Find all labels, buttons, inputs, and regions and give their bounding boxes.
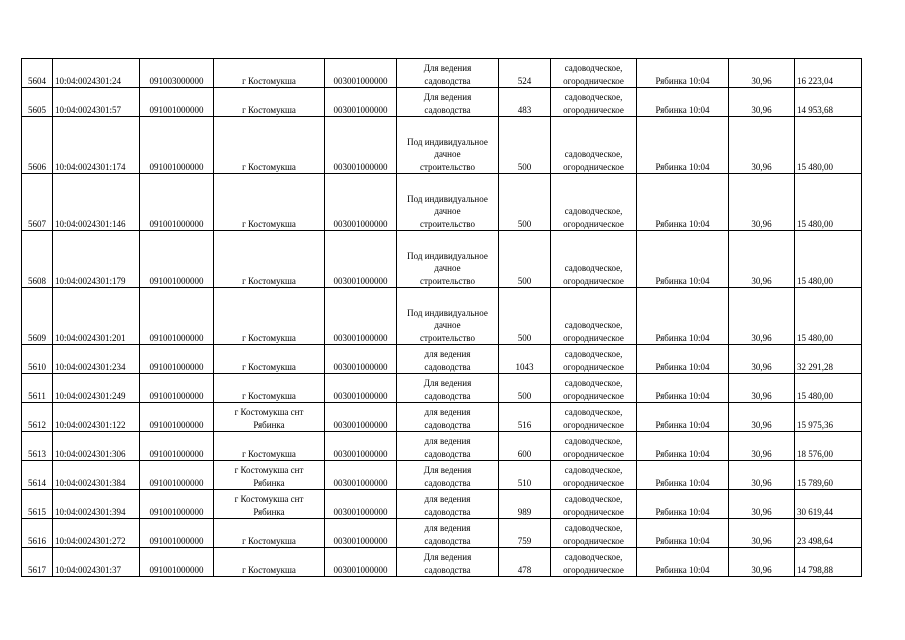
specific-value: 30,96	[729, 88, 795, 117]
address-code: 091001000000	[140, 345, 214, 374]
locality	[214, 403, 325, 432]
area: 500	[499, 231, 551, 288]
permitted-use-line: строительство	[420, 161, 475, 172]
valuation-zone: Рябинка 10:04	[637, 174, 729, 231]
table-row	[22, 59, 862, 88]
oktmo-code: 003001000000	[325, 403, 397, 432]
table-row	[22, 461, 862, 490]
row-number: 5616	[22, 519, 53, 548]
oktmo-code: 003001000000	[325, 490, 397, 519]
cadastral-value: 32 291,28	[795, 345, 862, 374]
locality-line: г Костомукша	[242, 275, 296, 286]
cadastral-table	[21, 58, 862, 577]
permitted-use-line: дачное	[434, 263, 461, 273]
locality-line: г Костомукша	[242, 218, 296, 229]
area: 516	[499, 403, 551, 432]
oktmo-code: 003001000000	[325, 461, 397, 490]
permitted-use	[397, 231, 499, 288]
cadastral-value: 15 480,00	[795, 174, 862, 231]
area: 989	[499, 490, 551, 519]
land-category-line: огородническое	[563, 104, 624, 115]
table-row	[22, 519, 862, 548]
land-category-line: садоводческое,	[564, 263, 623, 273]
locality-line: Рябинка	[253, 419, 285, 430]
land-category-line: садоводческое,	[564, 465, 623, 475]
valuation-zone: Рябинка 10:04	[637, 461, 729, 490]
permitted-use	[397, 403, 499, 432]
cadastral-value: 18 576,00	[795, 432, 862, 461]
permitted-use-line: дачное	[434, 149, 461, 159]
locality	[214, 519, 325, 548]
cadastral-value: 23 498,64	[795, 519, 862, 548]
oktmo-code: 003001000000	[325, 288, 397, 345]
table-row	[22, 288, 862, 345]
cadastral-number: 10:04:0024301:249	[53, 374, 140, 403]
permitted-use	[397, 374, 499, 403]
land-category-line: садоводческое,	[564, 523, 623, 533]
permitted-use-line: садоводства	[424, 75, 471, 86]
permitted-use	[397, 288, 499, 345]
land-category-line: садоводческое,	[564, 349, 623, 359]
area: 510	[499, 461, 551, 490]
row-number: 5609	[22, 288, 53, 345]
address-code: 091001000000	[140, 117, 214, 174]
oktmo-code: 003001000000	[325, 374, 397, 403]
permitted-use-line: Для ведения	[423, 465, 472, 475]
permitted-use-line: для ведения	[424, 349, 471, 359]
land-category-line: садоводческое,	[564, 320, 623, 330]
locality	[214, 548, 325, 577]
permitted-use-line: садоводства	[424, 564, 471, 575]
valuation-zone: Рябинка 10:04	[637, 231, 729, 288]
permitted-use-line: строительство	[420, 218, 475, 229]
address-code: 091001000000	[140, 519, 214, 548]
valuation-zone: Рябинка 10:04	[637, 374, 729, 403]
land-category-line: садоводческое,	[564, 92, 623, 102]
address-code: 091001000000	[140, 548, 214, 577]
permitted-use-line: Под индивидуальное	[407, 193, 488, 204]
oktmo-code: 003001000000	[325, 174, 397, 231]
oktmo-code: 003001000000	[325, 88, 397, 117]
area: 1043	[499, 345, 551, 374]
row-number: 5604	[22, 59, 53, 88]
cadastral-number: 10:04:0024301:122	[53, 403, 140, 432]
valuation-zone: Рябинка 10:04	[637, 345, 729, 374]
valuation-zone: Рябинка 10:04	[637, 548, 729, 577]
area: 600	[499, 432, 551, 461]
land-category	[551, 231, 637, 288]
locality	[214, 88, 325, 117]
permitted-use-line: Для ведения	[423, 378, 472, 388]
specific-value: 30,96	[729, 519, 795, 548]
cadastral-number: 10:04:0024301:24	[53, 59, 140, 88]
permitted-use-line: садоводства	[424, 477, 471, 488]
land-category-line: огородническое	[563, 564, 624, 575]
locality-line: г Костомукша	[242, 361, 296, 372]
land-category	[551, 345, 637, 374]
oktmo-code: 003001000000	[325, 432, 397, 461]
land-category-line: огородническое	[563, 361, 624, 372]
address-code: 091001000000	[140, 288, 214, 345]
locality	[214, 432, 325, 461]
land-category-line: огородническое	[563, 535, 624, 546]
locality-line: г Костомукша снт	[234, 407, 304, 417]
specific-value: 30,96	[729, 174, 795, 231]
cadastral-value: 15 480,00	[795, 374, 862, 403]
permitted-use	[397, 432, 499, 461]
land-category	[551, 88, 637, 117]
valuation-zone: Рябинка 10:04	[637, 59, 729, 88]
permitted-use-line: Под индивидуальное	[407, 307, 488, 318]
locality-line: Рябинка	[253, 477, 285, 488]
oktmo-code: 003001000000	[325, 519, 397, 548]
specific-value: 30,96	[729, 374, 795, 403]
address-code: 091001000000	[140, 432, 214, 461]
address-code: 091001000000	[140, 490, 214, 519]
permitted-use-line: Для ведения	[423, 92, 472, 102]
valuation-zone: Рябинка 10:04	[637, 88, 729, 117]
permitted-use-line: Для ведения	[423, 552, 472, 562]
cadastral-value: 15 480,00	[795, 288, 862, 345]
locality-line: г Костомукша	[242, 448, 296, 459]
table-body	[22, 59, 862, 577]
cadastral-value: 15 480,00	[795, 117, 862, 174]
address-code: 091001000000	[140, 461, 214, 490]
locality-line: г Костомукша снт	[234, 494, 304, 504]
row-number: 5615	[22, 490, 53, 519]
permitted-use-line: садоводства	[424, 390, 471, 401]
cadastral-number: 10:04:0024301:234	[53, 345, 140, 374]
address-code: 091003000000	[140, 59, 214, 88]
land-category	[551, 432, 637, 461]
land-category-line: огородническое	[563, 477, 624, 488]
locality	[214, 374, 325, 403]
permitted-use-line: садоводства	[424, 506, 471, 517]
locality-line: г Костомукша	[242, 535, 296, 546]
land-category	[551, 174, 637, 231]
permitted-use	[397, 548, 499, 577]
row-number: 5613	[22, 432, 53, 461]
land-category-line: садоводческое,	[564, 63, 623, 73]
specific-value: 30,96	[729, 432, 795, 461]
locality	[214, 174, 325, 231]
area: 524	[499, 59, 551, 88]
valuation-zone: Рябинка 10:04	[637, 432, 729, 461]
locality	[214, 288, 325, 345]
oktmo-code: 003001000000	[325, 59, 397, 88]
specific-value: 30,96	[729, 288, 795, 345]
permitted-use-line: для ведения	[424, 407, 471, 417]
table-row	[22, 345, 862, 374]
table-row	[22, 88, 862, 117]
permitted-use-line: для ведения	[424, 523, 471, 533]
table-row	[22, 432, 862, 461]
locality-line: г Костомукша снт	[234, 465, 304, 475]
permitted-use	[397, 490, 499, 519]
locality-line: г Костомукша	[242, 332, 296, 343]
row-number: 5611	[22, 374, 53, 403]
oktmo-code: 003001000000	[325, 345, 397, 374]
specific-value: 30,96	[729, 231, 795, 288]
specific-value: 30,96	[729, 345, 795, 374]
locality	[214, 345, 325, 374]
cadastral-number: 10:04:0024301:146	[53, 174, 140, 231]
area: 500	[499, 374, 551, 403]
permitted-use	[397, 88, 499, 117]
permitted-use	[397, 174, 499, 231]
locality-line: г Костомукша	[242, 75, 296, 86]
row-number: 5614	[22, 461, 53, 490]
land-category-line: садоводческое,	[564, 206, 623, 216]
permitted-use	[397, 117, 499, 174]
permitted-use-line: для ведения	[424, 494, 471, 504]
land-category-line: огородническое	[563, 218, 624, 229]
permitted-use-line: садоводства	[424, 535, 471, 546]
land-category-line: огородническое	[563, 161, 624, 172]
cadastral-number: 10:04:0024301:384	[53, 461, 140, 490]
land-category-line: огородническое	[563, 275, 624, 286]
land-category-line: садоводческое,	[564, 407, 623, 417]
permitted-use-line: дачное	[434, 320, 461, 330]
row-number: 5608	[22, 231, 53, 288]
land-category	[551, 288, 637, 345]
row-number: 5617	[22, 548, 53, 577]
specific-value: 30,96	[729, 117, 795, 174]
land-category-line: садоводческое,	[564, 436, 623, 446]
permitted-use-line: дачное	[434, 206, 461, 216]
table-row	[22, 174, 862, 231]
locality	[214, 59, 325, 88]
land-category-line: садоводческое,	[564, 378, 623, 388]
locality-line: г Костомукша	[242, 161, 296, 172]
area: 478	[499, 548, 551, 577]
specific-value: 30,96	[729, 403, 795, 432]
cadastral-value: 15 480,00	[795, 231, 862, 288]
address-code: 091001000000	[140, 231, 214, 288]
locality	[214, 490, 325, 519]
land-category	[551, 490, 637, 519]
cadastral-number: 10:04:0024301:179	[53, 231, 140, 288]
cadastral-value: 14 798,88	[795, 548, 862, 577]
land-category-line: садоводческое,	[564, 552, 623, 562]
land-category	[551, 461, 637, 490]
permitted-use-line: садоводства	[424, 419, 471, 430]
cadastral-value: 14 953,68	[795, 88, 862, 117]
cadastral-number: 10:04:0024301:37	[53, 548, 140, 577]
cadastral-number: 10:04:0024301:201	[53, 288, 140, 345]
valuation-zone: Рябинка 10:04	[637, 288, 729, 345]
permitted-use-line: Для ведения	[423, 63, 472, 73]
permitted-use-line: строительство	[420, 332, 475, 343]
land-category	[551, 548, 637, 577]
specific-value: 30,96	[729, 548, 795, 577]
cadastral-number: 10:04:0024301:306	[53, 432, 140, 461]
permitted-use	[397, 519, 499, 548]
permitted-use-line: Под индивидуальное	[407, 250, 488, 261]
oktmo-code: 003001000000	[325, 231, 397, 288]
land-category	[551, 374, 637, 403]
area: 500	[499, 117, 551, 174]
permitted-use-line: садоводства	[424, 104, 471, 115]
land-category	[551, 519, 637, 548]
table-row	[22, 403, 862, 432]
valuation-zone: Рябинка 10:04	[637, 519, 729, 548]
table-row	[22, 548, 862, 577]
locality-line: г Костомукша	[242, 104, 296, 115]
permitted-use-line: садоводства	[424, 361, 471, 372]
land-category-line: огородническое	[563, 390, 624, 401]
area: 500	[499, 174, 551, 231]
row-number: 5605	[22, 88, 53, 117]
valuation-zone: Рябинка 10:04	[637, 403, 729, 432]
valuation-zone: Рябинка 10:04	[637, 490, 729, 519]
oktmo-code: 003001000000	[325, 117, 397, 174]
row-number: 5612	[22, 403, 53, 432]
area: 483	[499, 88, 551, 117]
locality	[214, 117, 325, 174]
permitted-use	[397, 345, 499, 374]
row-number: 5610	[22, 345, 53, 374]
permitted-use-line: строительство	[420, 275, 475, 286]
cadastral-value: 30 619,44	[795, 490, 862, 519]
cadastral-number: 10:04:0024301:174	[53, 117, 140, 174]
address-code: 091001000000	[140, 88, 214, 117]
area: 759	[499, 519, 551, 548]
row-number: 5607	[22, 174, 53, 231]
land-category-line: огородническое	[563, 506, 624, 517]
permitted-use-line: для ведения	[424, 436, 471, 446]
permitted-use-line: садоводства	[424, 448, 471, 459]
valuation-zone: Рябинка 10:04	[637, 117, 729, 174]
address-code: 091001000000	[140, 403, 214, 432]
locality-line: г Костомукша	[242, 390, 296, 401]
locality	[214, 461, 325, 490]
land-category	[551, 117, 637, 174]
locality	[214, 231, 325, 288]
land-category-line: огородническое	[563, 75, 624, 86]
table-row	[22, 490, 862, 519]
cadastral-number: 10:04:0024301:394	[53, 490, 140, 519]
specific-value: 30,96	[729, 461, 795, 490]
land-category	[551, 403, 637, 432]
table-row	[22, 117, 862, 174]
land-category-line: садоводческое,	[564, 494, 623, 504]
land-category-line: огородническое	[563, 419, 624, 430]
address-code: 091001000000	[140, 374, 214, 403]
cadastral-number: 10:04:0024301:57	[53, 88, 140, 117]
land-category-line: огородническое	[563, 448, 624, 459]
table-row	[22, 374, 862, 403]
permitted-use-line: Под индивидуальное	[407, 136, 488, 147]
address-code: 091001000000	[140, 174, 214, 231]
permitted-use	[397, 59, 499, 88]
specific-value: 30,96	[729, 59, 795, 88]
cadastral-value: 15 975,36	[795, 403, 862, 432]
cadastral-value: 15 789,60	[795, 461, 862, 490]
permitted-use	[397, 461, 499, 490]
cadastral-value: 16 223,04	[795, 59, 862, 88]
locality-line: Рябинка	[253, 506, 285, 517]
land-category	[551, 59, 637, 88]
area: 500	[499, 288, 551, 345]
oktmo-code: 003001000000	[325, 548, 397, 577]
row-number: 5606	[22, 117, 53, 174]
land-category-line: огородническое	[563, 332, 624, 343]
table-row	[22, 231, 862, 288]
specific-value: 30,96	[729, 490, 795, 519]
locality-line: г Костомукша	[242, 564, 296, 575]
land-category-line: садоводческое,	[564, 149, 623, 159]
cadastral-number: 10:04:0024301:272	[53, 519, 140, 548]
